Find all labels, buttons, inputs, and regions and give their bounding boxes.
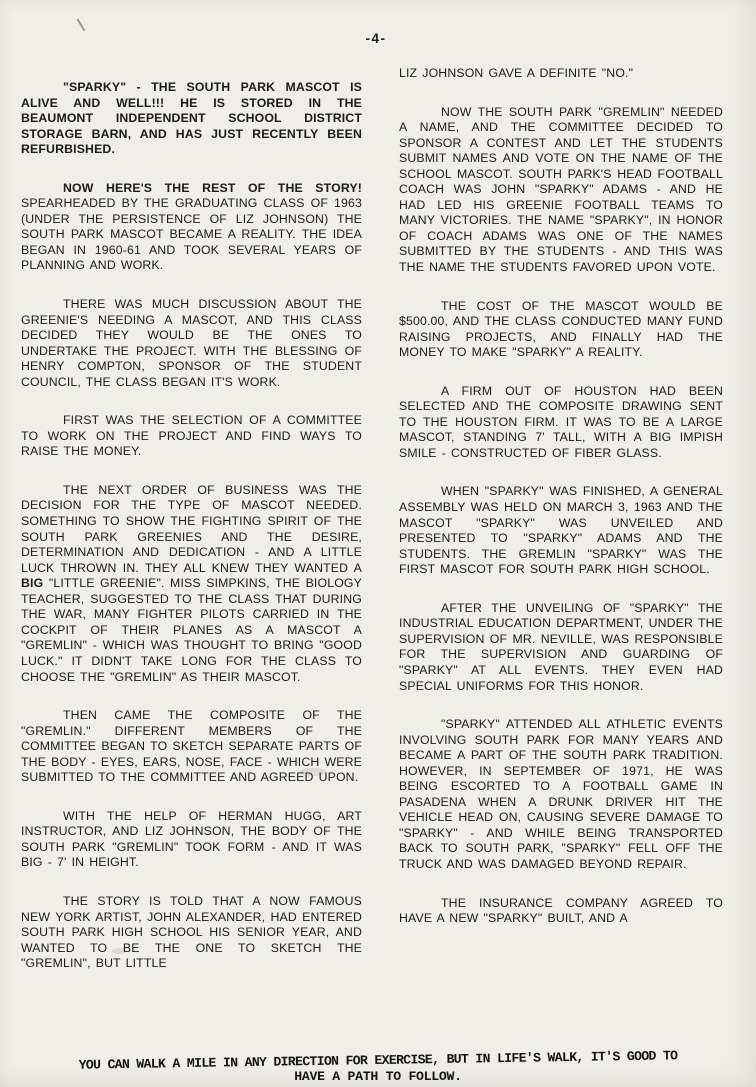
pen-stray-mark (77, 18, 86, 31)
text-run: THE NEXT ORDER OF BUSINESS WAS THE DECISION FOR THE TYPE OF MASCOT NEEDED. SOMETHING TO SHOW THE FIGHTING SPIRIT OF THE SOUTH PARK GREENIES AND THE DESIRE, DETERMINATION AND DEDICATION - AND A LITTLE LUCK THROWN IN. THEY ALL KNEW THEY WANTED A (21, 482, 362, 575)
text-run: "LITTLE GREENIE". MISS SIMPKINS, THE BIOLOGY TEACHER, SUGGESTED TO THE CLASS THAT DURING THE WAR, MANY FIGHTER PILOTS CARRIED IN THE COCKPIT OF THEIR PLANES AS A MASCOT A "GREMLIN" - WHICH WAS THOUGHT TO BRING "GOOD LUCK." IT DIDN'T TAKE LONG FOR THE CLASS TO CHOOSE THE "GREMLIN" AS THEIR MASCOT. (21, 576, 362, 684)
paragraph (21, 413, 362, 460)
footer-motto-line2: HAVE A PATH TO FOLLOW. (294, 1069, 462, 1084)
paragraph (21, 809, 362, 871)
text-run: THE INSURANCE COMPANY AGREED TO HAVE A NEW "SPARKY" BUILT, AND A (399, 895, 723, 926)
two-column-text-body (21, 66, 723, 995)
bold-text-run: BIG (21, 576, 44, 591)
paragraph (399, 601, 723, 694)
paragraph (21, 80, 362, 158)
bold-text-run: NOW HERE'S THE REST OF THE STORY! (63, 180, 362, 195)
paragraph (21, 483, 362, 685)
paragraph (399, 896, 723, 927)
paragraph (21, 894, 362, 972)
paragraph (399, 484, 723, 577)
paragraph (399, 717, 723, 872)
text-run: SPEARHEADED BY THE GRADUATING CLASS OF 1963 (UNDER THE PERSISTENCE OF LIZ JOHNSON) THE SOUTH PARK MASCOT BECAME A REALITY. THE IDEA BEGAN IN 1960-61 AND TOOK SEVERAL YEARS OF PLANNING AND WORK. (21, 196, 362, 273)
footer-motto-line1: YOU CAN WALK A MILE IN ANY DIRECTION FOR EXERCISE, BUT IN LIFE'S WALK, IT'S GOOD TO (78, 1048, 678, 1073)
text-run: WITH THE HELP OF HERMAN HUGG, ART INSTRUCTOR, AND LIZ JOHNSON, THE BODY OF THE SOUTH PARK "GREMLIN" TOOK FORM - AND IT WAS BIG - 7' IN HEIGHT. (21, 808, 362, 870)
text-run: LIZ JOHNSON GAVE A DEFINITE "NO." (399, 66, 634, 80)
footer-motto (0, 1048, 756, 1084)
column-left (21, 66, 362, 995)
text-run: THE STORY IS TOLD THAT A NOW FAMOUS NEW YORK ARTIST, JOHN ALEXANDER, HAD ENTERED SOUTH PARK HIGH SCHOOL HIS SENIOR YEAR, AND WANTED TO BE THE ONE TO SKETCH THE "GREMLIN", BUT LITTLE (21, 893, 362, 971)
paragraph (399, 66, 723, 82)
paragraph (21, 181, 362, 274)
column-right (399, 66, 723, 995)
text-run: THE COST OF THE MASCOT WOULD BE $500.00, AND THE CLASS CONDUCTED MANY FUND RAISING PROJECTS, AND FINALLY HAD THE MONEY TO MAKE "SPARKY" A REALITY. (399, 298, 723, 360)
text-run: NOW THE SOUTH PARK "GREMLIN" NEEDED A NAME, AND THE COMMITTEE DECIDED TO SPONSOR A CONTEST AND LET THE STUDENTS SUBMIT NAMES AND VOTE ON THE NAME OF THE SCHOOL MASCOT. SOUTH PARK'S HEAD FOOTBALL COACH WAS JOHN "SPARKY" ADAMS - AND HE HAD LED HIS GREENIE FOOTBALL TEAMS TO MANY VICTORIES. THE NAME "SPARKY", IN HONOR OF COACH ADAMS WAS ONE OF THE NAMES SUBMITTED BY THE STUDENTS - AND THIS WAS THE NAME THE STUDENTS FAVORED UPON VOTE. (399, 104, 723, 275)
text-run: A FIRM OUT OF HOUSTON HAD BEEN SELECTED AND THE COMPOSITE DRAWING SENT TO THE HOUSTON FIRM. IT WAS TO BE A LARGE MASCOT, STANDING 7' TALL, WITH A BIG IMPISH SMILE - CONSTRUCTED OF FIBER GLASS. (399, 383, 723, 460)
paragraph (21, 297, 362, 390)
page-number: -4- (365, 31, 387, 46)
bold-text-run: "SPARKY" - THE SOUTH PARK MASCOT IS ALIVE AND WELL!!! HE IS STORED IN THE BEAUMONT INDEPENDENT SCHOOL DISTRICT STORAGE BARN, AND HAS JUST RECENTLY BEEN REFURBISHED. (21, 80, 362, 157)
paragraph (21, 708, 362, 786)
paragraph (399, 105, 723, 276)
text-run: THEN CAME THE COMPOSITE OF THE "GREMLIN." DIFFERENT MEMBERS OF THE COMMITTEE BEGAN TO SKETCH SEPARATE PARTS OF THE BODY - EYES, EARS, NOSE, FACE - WHICH WERE SUBMITTED TO THE COMMITTEE AND AGREED UPON. (21, 708, 362, 785)
paragraph (399, 299, 723, 361)
text-run: THERE WAS MUCH DISCUSSION ABOUT THE GREENIE'S NEEDING A MASCOT, AND THIS CLASS DECIDED THEY WOULD BE THE ONES TO UNDERTAKE THE PROJECT. WITH THE BLESSING OF HENRY COMPTON, SPONSOR OF THE STUDENT COUNCIL, THE CLASS BEGAN IT'S WORK. (21, 297, 362, 389)
text-run: "SPARKY" ATTENDED ALL ATHLETIC EVENTS INVOLVING SOUTH PARK FOR MANY YEARS AND BECAME A PART OF THE SOUTH PARK TRADITION. HOWEVER, IN SEPTEMBER OF 1971, HE WAS BEING ESCORTED TO A FOOTBALL GAME IN PASADENA WHEN A DRUNK DRIVER HIT THE VEHICLE HEAD ON, CAUSING SEVERE DAMAGE TO "SPARKY" - AND WHILE BEING TRANSPORTED BACK TO SOUTH PARK, "SPARKY" FELL OFF THE TRUCK AND WAS DAMAGED BEYOND REPAIR. (399, 717, 723, 871)
text-run: FIRST WAS THE SELECTION OF A COMMITTEE TO WORK ON THE PROJECT AND FIND WAYS TO RAISE THE MONEY. (21, 413, 362, 459)
paragraph (399, 384, 723, 462)
text-run: AFTER THE UNVEILING OF "SPARKY" THE INDUSTRIAL EDUCATION DEPARTMENT, UNDER THE SUPERVISION OF MR. NEVILLE, WAS RESPONSIBLE FOR THE SUPERVISION AND GUARDING OF "SPARKY" AT ALL EVENTS. THEY EVEN HAD SPECIAL UNIFORMS FOR THIS HONOR. (399, 600, 723, 693)
text-run: WHEN "SPARKY" WAS FINISHED, A GENERAL ASSEMBLY WAS HELD ON MARCH 3, 1963 AND THE MASCOT "SPARKY" WAS UNVEILED AND PRESENTED TO "SPARKY" ADAMS AND THE STUDENTS. THE GREMLIN "SPARKY" WAS THE FIRST MASCOT FOR SOUTH PARK HIGH SCHOOL. (399, 484, 723, 577)
